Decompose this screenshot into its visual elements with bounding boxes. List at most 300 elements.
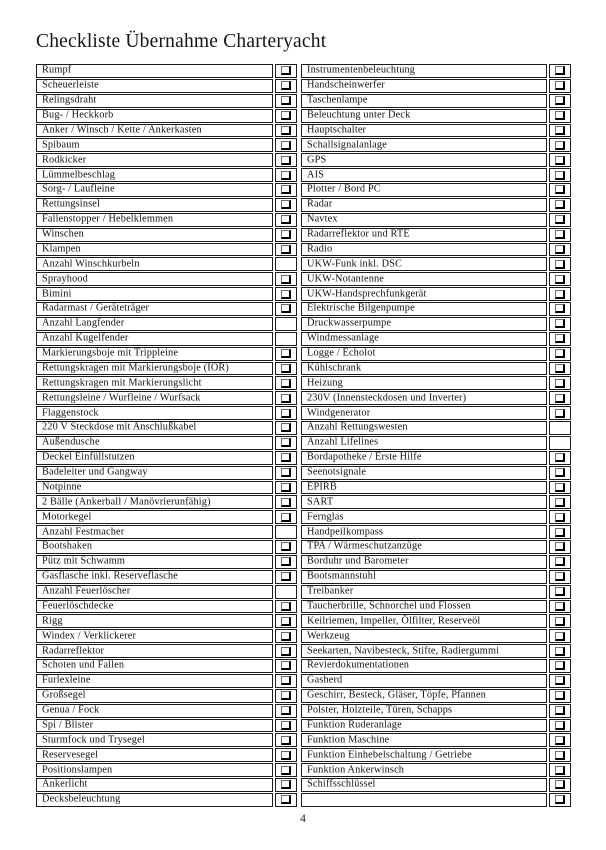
item-checkbox-cell [275, 124, 297, 138]
checkbox-icon [555, 66, 565, 75]
item-label-cell [301, 213, 547, 227]
item-label-cell [301, 243, 547, 257]
item-label-cell [36, 495, 273, 509]
checkbox-icon [281, 379, 291, 388]
item-label-cell [301, 257, 547, 271]
checklist-row [36, 436, 297, 450]
item-label-cell [36, 332, 273, 346]
item-label-cell [301, 94, 547, 108]
item-checkbox-cell [549, 376, 571, 390]
item-label: Geschirr, Besteck, Gläser, Töpfe, Pfannen [307, 689, 486, 701]
item-label: Navtex [307, 213, 338, 225]
checkbox-icon [555, 632, 565, 641]
item-label: Radar [307, 198, 333, 210]
item-label-cell [301, 778, 547, 792]
checkbox-icon [281, 438, 291, 447]
item-label: Kühlschrank [307, 362, 362, 374]
item-checkbox-cell [549, 629, 571, 643]
checklist-row [301, 347, 571, 361]
item-checkbox-cell [275, 510, 297, 524]
item-label: Reservesegel [42, 749, 99, 761]
item-label-cell [36, 481, 273, 495]
item-label: Anzahl Feuerlöscher [42, 585, 131, 597]
item-checkbox-cell [549, 168, 571, 182]
checkbox-icon [555, 483, 565, 492]
item-checkbox-cell [549, 674, 571, 688]
item-checkbox-cell [549, 272, 571, 286]
item-checkbox-cell [549, 79, 571, 93]
checklist-row [36, 644, 297, 658]
checkbox-icon [281, 602, 291, 611]
item-label-cell [301, 287, 547, 301]
item-label-cell [36, 124, 273, 138]
item-label: Rodkicker [42, 154, 87, 166]
checklist-row [301, 228, 571, 242]
item-checkbox-cell [549, 466, 571, 480]
item-label: Anzahl Winschkurbeln [42, 258, 140, 270]
checkbox-icon [555, 394, 565, 403]
item-checkbox-cell [275, 362, 297, 376]
item-checkbox-cell [549, 317, 571, 331]
checklist-row [301, 510, 571, 524]
item-checkbox-cell [275, 272, 297, 286]
checkbox-icon [281, 409, 291, 418]
item-checkbox-cell [549, 510, 571, 524]
checklist-row [36, 124, 297, 138]
item-checkbox-cell [549, 406, 571, 420]
checklist-row [36, 391, 297, 405]
item-checkbox-cell [275, 391, 297, 405]
checkbox-icon [555, 200, 565, 209]
item-label: Rettungsleine / Wurfleine / Wurfsack [42, 392, 201, 404]
item-label: Flaggenstock [42, 407, 99, 419]
item-label-cell [36, 525, 273, 539]
checkbox-icon [555, 751, 565, 760]
item-label: Deckel Einfüllstutzen [42, 451, 135, 463]
item-label-cell [36, 391, 273, 405]
item-checkbox-cell [275, 555, 297, 569]
item-checkbox-cell [549, 362, 571, 376]
item-label-cell [301, 689, 547, 703]
item-label-cell [301, 64, 547, 78]
checkbox-icon [555, 349, 565, 358]
item-checkbox-cell [549, 748, 571, 762]
item-checkbox-cell [549, 481, 571, 495]
item-label: Pütz mit Schwamm [42, 555, 126, 567]
item-label: SART [307, 496, 334, 508]
item-label-cell [36, 644, 273, 658]
item-label-cell [36, 362, 273, 376]
checklist-row [301, 793, 571, 807]
item-checkbox-cell [549, 495, 571, 509]
item-label-cell [301, 674, 547, 688]
checkbox-icon [555, 736, 565, 745]
item-checkbox-cell [549, 763, 571, 777]
checkbox-icon [555, 409, 565, 418]
checklist-row [301, 332, 571, 346]
checkbox-icon [555, 721, 565, 730]
item-label: Polster, Holzteile, Türen, Schapps [307, 704, 453, 716]
checkbox-icon [281, 141, 291, 150]
item-checkbox-cell [549, 391, 571, 405]
item-label: Werkzeug [307, 630, 350, 642]
checkbox-icon [555, 379, 565, 388]
item-label: Plotter / Bord PC [307, 183, 381, 195]
checkbox-icon [281, 676, 291, 685]
item-label: UKW-Notantenne [307, 273, 385, 285]
item-label: Revierdokumentationen [307, 659, 410, 671]
checklist-row [301, 778, 571, 792]
item-label-cell [301, 525, 547, 539]
item-label-cell [301, 124, 547, 138]
item-label: Großsegel [42, 689, 86, 701]
item-label-cell [36, 436, 273, 450]
item-label: Rettungskragen mit Markierungslicht [42, 377, 202, 389]
item-label: Furlexleine [42, 674, 91, 686]
checklist-row [301, 555, 571, 569]
checklist-row [301, 733, 571, 747]
item-label-cell [301, 347, 547, 361]
item-label: 220 V Steckdose mit Anschlußkabel [42, 421, 197, 433]
item-label-cell [301, 585, 547, 599]
item-label-cell [301, 183, 547, 197]
item-checkbox-cell [549, 659, 571, 673]
item-checkbox-cell [275, 629, 297, 643]
checklist-row [36, 64, 297, 78]
item-label-cell [301, 198, 547, 212]
item-checkbox-cell [275, 704, 297, 718]
checkbox-icon [555, 706, 565, 715]
checkbox-icon [555, 185, 565, 194]
item-label: Seekarten, Navibesteck, Stifte, Radiergummi [307, 645, 500, 657]
item-label: Windex / Verklickerer [42, 630, 137, 642]
checklist-row [36, 495, 297, 509]
item-checkbox-cell [275, 168, 297, 182]
checklist-row [301, 243, 571, 257]
item-label-cell [36, 704, 273, 718]
item-checkbox-cell [275, 644, 297, 658]
checkbox-icon [555, 528, 565, 537]
checkbox-icon [281, 706, 291, 715]
checkbox-icon [281, 632, 291, 641]
checkbox-icon [281, 557, 291, 566]
checkbox-icon [281, 66, 291, 75]
item-label-cell [36, 555, 273, 569]
item-label: Instrumentenbeleuchtung [307, 64, 416, 76]
item-label: Funktion Einhebelschaltung / Getriebe [307, 749, 472, 761]
item-checkbox-cell [549, 153, 571, 167]
item-checkbox-cell [549, 347, 571, 361]
item-label-cell [301, 79, 547, 93]
item-label-cell [36, 451, 273, 465]
item-label-cell [301, 570, 547, 584]
item-label: Decksbeleuchtung [42, 793, 121, 805]
item-label-cell [301, 421, 547, 435]
item-label-cell [301, 332, 547, 346]
item-label-cell [36, 272, 273, 286]
item-checkbox-cell [275, 302, 297, 316]
item-checkbox-cell [275, 466, 297, 480]
page-number: 4 [300, 813, 306, 825]
checkbox-icon [281, 453, 291, 462]
item-checkbox-cell [549, 302, 571, 316]
checklist-row [301, 629, 571, 643]
item-label-cell [36, 183, 273, 197]
checkbox-icon [281, 423, 291, 432]
item-label: 230V (Innensteckdosen und Inverter) [307, 392, 467, 404]
checkbox-icon [555, 780, 565, 789]
checklist-row [36, 317, 297, 331]
item-label-cell [36, 109, 273, 123]
item-checkbox-cell [549, 109, 571, 123]
checkbox-icon [281, 795, 291, 804]
checkbox-icon [281, 81, 291, 90]
checkbox-icon [555, 513, 565, 522]
item-label-cell [301, 153, 547, 167]
checklist-row [301, 198, 571, 212]
item-checkbox-cell [549, 228, 571, 242]
item-checkbox-cell [549, 257, 571, 271]
item-checkbox-cell [549, 451, 571, 465]
item-label-cell [301, 466, 547, 480]
checkbox-icon [555, 141, 565, 150]
item-checkbox-cell [275, 228, 297, 242]
checkbox-icon [281, 617, 291, 626]
item-checkbox-cell [549, 585, 571, 599]
checkbox-icon [555, 290, 565, 299]
item-checkbox-cell [549, 525, 571, 539]
checklist-row [36, 778, 297, 792]
checkbox-icon [281, 542, 291, 551]
item-label: Markierungsboje mit Trippleine [42, 347, 179, 359]
item-checkbox-cell [549, 600, 571, 614]
item-label: Rettungsinsel [42, 198, 101, 210]
item-label: Borduhr und Barometer [307, 555, 409, 567]
checkbox-icon [281, 736, 291, 745]
checkbox-icon [281, 780, 291, 789]
item-label-cell [301, 272, 547, 286]
item-label: Taucherbrille, Schnorchel und Flossen [307, 600, 471, 612]
item-label-cell [301, 451, 547, 465]
item-label: Keilriemen, Impeller, Ölfilter, Reserveöl [307, 615, 481, 627]
item-label-cell [36, 213, 273, 227]
item-checkbox-cell [549, 213, 571, 227]
checklist-row [301, 748, 571, 762]
item-checkbox-cell [549, 614, 571, 628]
item-label-cell [36, 257, 273, 271]
item-checkbox-cell [275, 406, 297, 420]
checkbox-icon [281, 498, 291, 507]
item-checkbox-cell [549, 793, 571, 807]
checkbox-icon [555, 245, 565, 254]
checkbox-icon [555, 171, 565, 180]
checklist-row [36, 793, 297, 807]
item-label-cell [36, 748, 273, 762]
checklist-row [301, 362, 571, 376]
item-checkbox-cell [275, 198, 297, 212]
item-label-cell [36, 763, 273, 777]
item-checkbox-cell [275, 495, 297, 509]
checklist-row [301, 257, 571, 271]
item-label-cell [301, 302, 547, 316]
item-label-cell [301, 406, 547, 420]
checkbox-icon [281, 96, 291, 105]
item-label-cell [301, 748, 547, 762]
checkbox-icon [555, 617, 565, 626]
checkbox-icon [281, 721, 291, 730]
checklist-row [301, 704, 571, 718]
checkbox-icon [281, 171, 291, 180]
item-checkbox-cell [275, 540, 297, 554]
item-label: Logge / Echolot [307, 347, 376, 359]
checklist-row [301, 719, 571, 733]
item-label: Gasherd [307, 674, 343, 686]
item-label-cell [36, 406, 273, 420]
checklist-row [301, 421, 571, 435]
checklist-right-column [301, 64, 571, 808]
item-label: Schiffsschlüssel [307, 778, 376, 790]
item-checkbox-cell [275, 153, 297, 167]
item-label: Notpinne [42, 481, 82, 493]
checklist-row [301, 525, 571, 539]
item-label-cell [36, 674, 273, 688]
item-label-cell [36, 79, 273, 93]
item-label: Motorkegel [42, 511, 92, 523]
item-label: Feuerlöschdecke [42, 600, 114, 612]
checklist-row [36, 257, 297, 271]
checkbox-icon [281, 185, 291, 194]
checklist-row [301, 109, 571, 123]
checklist-row [36, 525, 297, 539]
checkbox-icon [281, 751, 291, 760]
checklist-row [36, 555, 297, 569]
item-checkbox-cell [549, 138, 571, 152]
item-label: Schallsignalanlage [307, 139, 387, 151]
item-label: EPIRB [307, 481, 337, 493]
checklist-row [36, 481, 297, 495]
checklist-row [301, 376, 571, 390]
item-label-cell [36, 793, 273, 807]
item-label-cell [301, 719, 547, 733]
item-label-cell [301, 168, 547, 182]
item-label-cell [301, 644, 547, 658]
checklist-row [36, 466, 297, 480]
checklist-row [36, 109, 297, 123]
checklist-row [301, 674, 571, 688]
item-label: Handpeilkompass [307, 526, 384, 538]
checklist-row [301, 272, 571, 286]
checkbox-icon [555, 557, 565, 566]
item-label-cell [301, 793, 547, 807]
checklist-row [36, 213, 297, 227]
item-label-cell [301, 481, 547, 495]
checkbox-icon [281, 245, 291, 254]
checklist-row [36, 704, 297, 718]
checkbox-icon [555, 602, 565, 611]
checkbox-icon [281, 230, 291, 239]
checkbox-icon [281, 126, 291, 135]
checklist-row [301, 79, 571, 93]
item-label-cell [36, 719, 273, 733]
checklist-row [36, 302, 297, 316]
item-label-cell [36, 228, 273, 242]
checklist-row [36, 600, 297, 614]
checklist-row [36, 138, 297, 152]
item-label-cell [36, 376, 273, 390]
checkbox-icon [555, 766, 565, 775]
checklist-row [36, 748, 297, 762]
checkbox-icon [555, 364, 565, 373]
item-checkbox-cell [275, 421, 297, 435]
checklist-row [301, 585, 571, 599]
checklist-row [36, 674, 297, 688]
item-checkbox-cell [275, 481, 297, 495]
item-label: Fallenstopper / Hebelklemmen [42, 213, 174, 225]
item-label-cell [36, 287, 273, 301]
item-label-cell [301, 614, 547, 628]
item-label-cell [301, 733, 547, 747]
checkbox-icon [555, 260, 565, 269]
checklist-row [301, 659, 571, 673]
checkbox-icon [281, 572, 291, 581]
item-checkbox-cell [275, 674, 297, 688]
item-label: Hauptschalter [307, 124, 367, 136]
checkbox-icon [281, 468, 291, 477]
item-label: Spibaum [42, 139, 80, 151]
checkbox-icon [281, 513, 291, 522]
page-title: Checkliste Übernahme Charteryacht [36, 31, 327, 52]
checkbox-icon [555, 661, 565, 670]
item-label: Seenotsignale [307, 466, 367, 478]
item-label: Taschenlampe [307, 94, 368, 106]
checklist-row [301, 138, 571, 152]
item-label-cell [36, 168, 273, 182]
checkbox-icon [555, 795, 565, 804]
item-checkbox-cell [549, 689, 571, 703]
item-label: AIS [307, 169, 325, 181]
item-label: Heizung [307, 377, 343, 389]
checklist-row [301, 495, 571, 509]
item-label: Rigg [42, 615, 63, 627]
checkbox-icon [555, 453, 565, 462]
item-checkbox-cell [275, 243, 297, 257]
checklist-row [301, 689, 571, 703]
item-checkbox-cell [275, 451, 297, 465]
item-label: GPS [307, 154, 327, 166]
checkbox-icon [281, 661, 291, 670]
checklist-row [301, 451, 571, 465]
item-label-cell [301, 704, 547, 718]
item-checkbox-cell [549, 124, 571, 138]
checklist-row [301, 317, 571, 331]
item-checkbox-cell [275, 213, 297, 227]
item-label: Außendusche [42, 436, 100, 448]
item-label-cell [36, 153, 273, 167]
item-label: Spi / Blister [42, 719, 94, 731]
checklist-row [36, 168, 297, 182]
checklist-row [301, 94, 571, 108]
item-label: Bimini [42, 288, 72, 300]
item-checkbox-cell [549, 183, 571, 197]
checklist-row [301, 466, 571, 480]
checkbox-icon [555, 572, 565, 581]
item-checkbox-cell [275, 436, 297, 450]
item-label: Fernglas [307, 511, 344, 523]
item-label: Lümmelbeschlag [42, 169, 116, 181]
item-label: Positionslampen [42, 764, 113, 776]
item-label: Sprayhood [42, 273, 88, 285]
item-label-cell [301, 629, 547, 643]
